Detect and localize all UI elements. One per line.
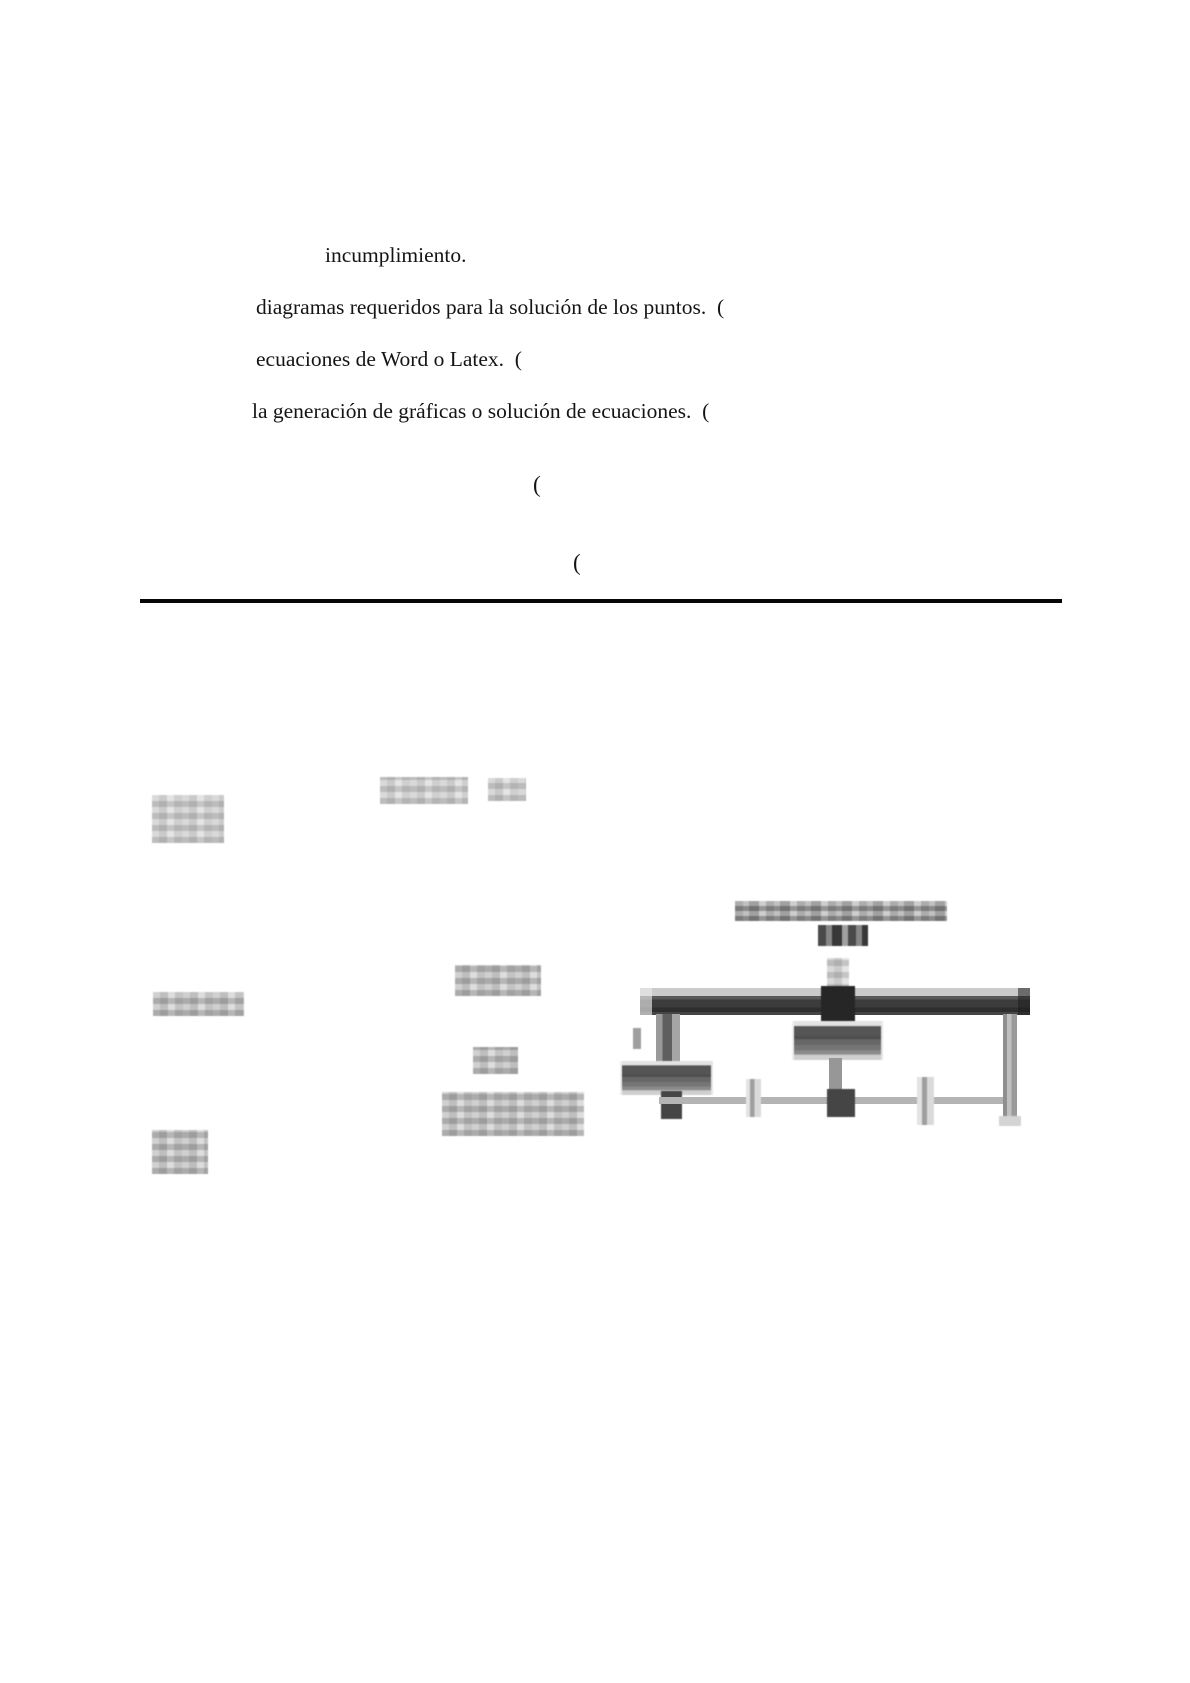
blurred-equation-p (473, 1047, 518, 1074)
blurred-fraction-top-left (152, 795, 224, 843)
blurred-equation-sin (455, 965, 541, 996)
doc-line-diagramas: diagramas requeridos para la solución de los puntos. ( (256, 295, 725, 319)
left-hanger-rod (656, 1014, 680, 1063)
center-mass-block (792, 1021, 883, 1060)
rotation-arrow-blob (818, 925, 868, 946)
doc-line-incumplimiento: incumplimiento. (325, 243, 467, 267)
small-dash-marker (633, 1028, 641, 1049)
blurred-equation-mass-2 (488, 778, 526, 801)
paren-line-2: ( (573, 550, 581, 575)
blurred-equation-left (153, 992, 244, 1016)
right-leg (1003, 1014, 1017, 1120)
right-foot (999, 1116, 1021, 1126)
blurred-fraction-bottom-left (152, 1130, 208, 1174)
beam-right-cap (1018, 988, 1030, 1015)
tick-center-dark (827, 1089, 855, 1117)
blurred-equation-mass (380, 777, 468, 804)
divider-rule (140, 599, 1062, 603)
blurred-equation-theta (442, 1092, 584, 1136)
tick-light-2 (917, 1077, 934, 1125)
tick-under-left-mass (661, 1091, 682, 1119)
paren-line-1: ( (533, 472, 541, 497)
blurred-caption-above-beam (735, 901, 947, 921)
beam-left-cap (640, 988, 652, 1015)
left-mass-block (620, 1061, 713, 1095)
doc-line-ecuaciones: ecuaciones de Word o Latex. ( (256, 347, 522, 371)
tick-light-1 (746, 1079, 761, 1117)
doc-line-generacion: la generación de gráficas o solución de ecuaciones. ( (252, 399, 710, 423)
